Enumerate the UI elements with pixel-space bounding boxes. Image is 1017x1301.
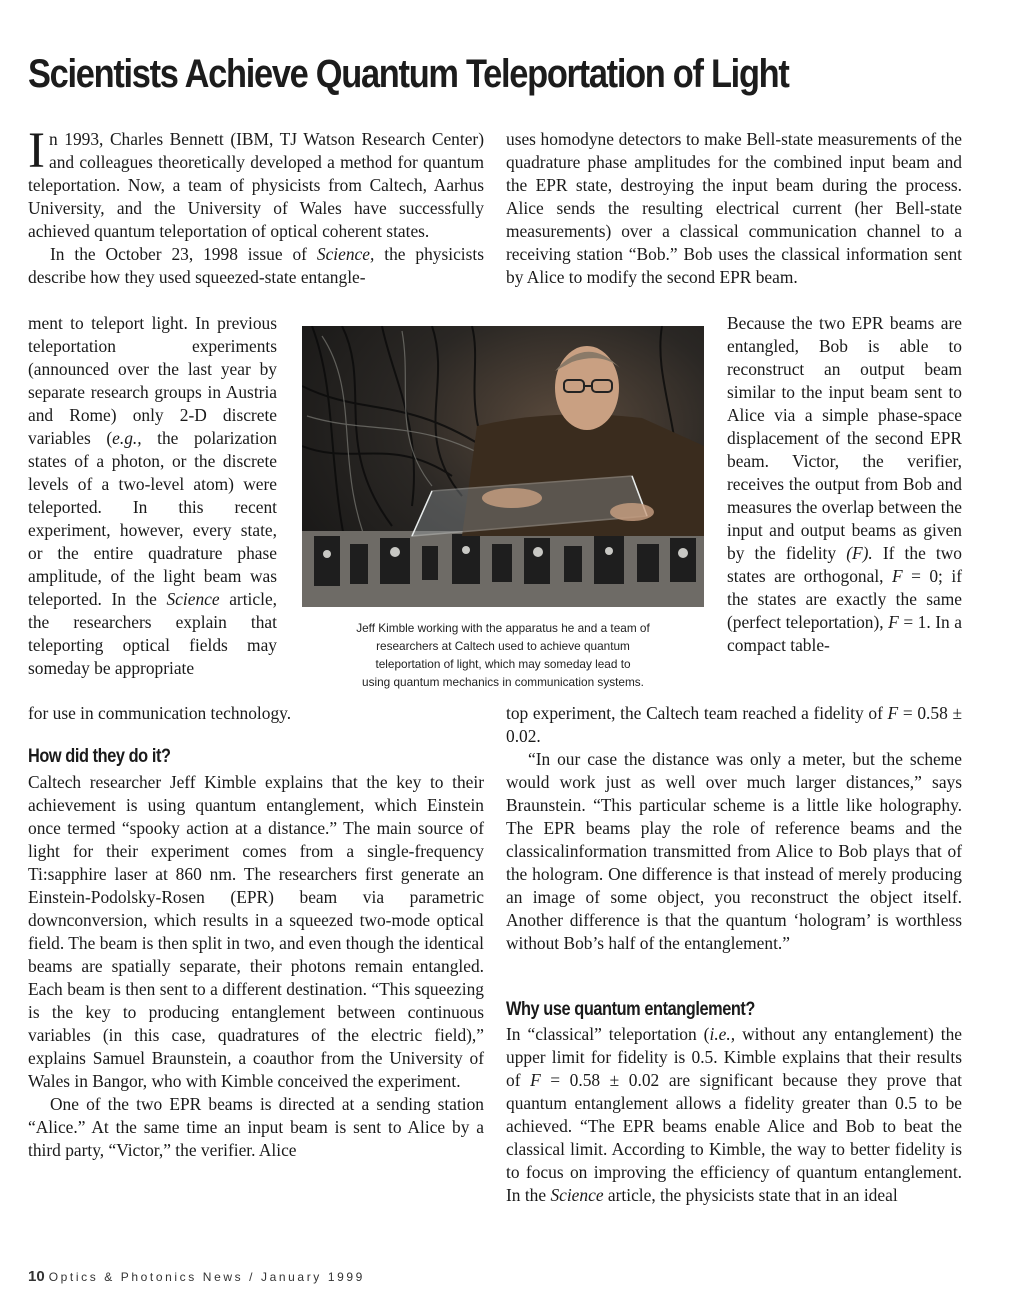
why-text-a: In “classical” teleportation (	[506, 1024, 710, 1044]
why-text-c: = 0.58 ± 0.02 are significant because they prove that quantum entanglement allows a fidelity greater than 0.5 to be achieved. “The EPR beams enable Alice and Bob to beat the classical limit. According to Kimble, the way to better fidelity is to focus on improving the efficiency of quantum entanglement. In the	[506, 1070, 963, 1205]
photo-caption-line-3: teleportation of light, which may someday lead to	[375, 657, 631, 671]
drop-cap: I	[28, 123, 45, 179]
fidelity-f-italic-2: F	[888, 612, 899, 632]
right-top-text	[506, 128, 962, 289]
why-ie-italic: i.e.,	[709, 1024, 736, 1044]
page-footer	[28, 1268, 365, 1285]
how-paragraph-2: One of the two EPR beams is directed at a sending station “Alice.” At the same time an input beam is sent to Alice by a third party, “Victor,” the verifier. Alice	[28, 1094, 484, 1160]
publication-info: Optics & Photonics News / January 1999	[48, 1270, 365, 1284]
page-number: 10	[28, 1268, 45, 1285]
photo-caption	[302, 619, 704, 691]
right-wrap-text-b: If the two states are orthogonal,	[727, 543, 962, 586]
why-paragraph	[506, 1023, 962, 1207]
kimble-lab-photo	[302, 326, 704, 607]
how-text	[28, 771, 484, 1162]
fidelity-symbol-italic: (F).	[846, 543, 873, 563]
intro-text	[28, 123, 485, 289]
right-wrap-text	[727, 312, 962, 657]
intro-eg-italic: e.g.,	[112, 428, 142, 448]
intro-wrap-text-b: the polarization states of a photon, or the discrete levels of a two-level atom) were teleported. In this recent experiment, however, every state, or the entire quadrature phase amplitude, of the light beam was teleported. In the	[28, 428, 277, 609]
why-science-italic: Science	[550, 1185, 604, 1205]
right-wrap-text-d: = 1. In a compact table-	[727, 612, 963, 655]
photo-caption-line-2: researchers at Caltech used to achieve quantum	[376, 639, 630, 653]
fidelity-f-italic-4: F	[530, 1070, 541, 1090]
right-wrap-text-c: = 0; if the states are exactly the same (perfect teleportation),	[727, 566, 962, 632]
intro-paragraph-2-text-b: the physicists describe how they used squeezed-state entangle-	[28, 244, 485, 287]
right-wrap-paragraph	[727, 312, 962, 657]
photo-caption-line-4: using quantum mechanics in communication systems.	[362, 675, 644, 689]
intro-paragraph-2	[28, 243, 484, 289]
fidelity-f-italic-1: F	[891, 566, 903, 586]
why-heading: Why use quantum entanglement?	[506, 999, 755, 1020]
right-wrap-text-a: Because the two EPR beams are entangled, Bob is able to reconstruct an output beam similar to the input beam sent to Alice via a simple phase-space displacement of the second EPR beam. Victor, the verifier, receives the output from Bob and measures the overlap between the input and output beams as given by the fidelity	[727, 313, 962, 563]
fidelity-f-italic-3: F	[887, 703, 899, 723]
right-continued-text-a: top experiment, the Caltech team reached a fidelity of	[506, 703, 888, 723]
intro-wrap-text	[28, 312, 277, 680]
right-continued-text-b: = 0.58 ± 0.02.	[506, 703, 962, 746]
intro-wrap-text-a: ment to teleport light. In previous teleportation experiments (announced over the last year by separate research groups in Austria and Rome) only 2-D discrete variables (	[28, 313, 277, 448]
how-heading: How did they do it?	[28, 746, 171, 767]
lab-apparatus-illustration	[302, 326, 704, 607]
intro-wrap-paragraph	[28, 312, 277, 680]
intro-science-italic: Science,	[316, 244, 375, 264]
photo-caption-line-1: Jeff Kimble working with the apparatus he and a team of	[356, 621, 650, 635]
how-paragraph-1: Caltech researcher Jeff Kimble explains that the key to their achievement is using quantum entanglement, which Einstein once termed “spooky action at a distance.” The main source of light for their experiment comes from a single-frequency Ti:sapphire laser at 860 nm. The researchers first generate an Einstein-Podolsky-Rosen (EPR) beam via parametric downconversion, which results in a squeezed two-mode optical field. The beam is then split in two, and even though the identical beams are spatially separate, their photons remain entangled. Each beam is then sent to a different destination. “This squeezing is the key to producing entanglement between continuous variables (in this case, quadratures of the electric field),” explains Samuel Braunstein, a coauthor from the University of Wales in Bangor, who with Kimble conceived the experiment.	[28, 772, 484, 1091]
intro-science-italic-2: Science	[166, 589, 220, 609]
intro-last-line	[28, 702, 428, 725]
intro-paragraph-1-text: n 1993, Charles Bennett (IBM, TJ Watson Research Center) and colleagues theoretically developed a method for quantum teleportation. Now, a team of physicists from Caltech, Aarhus University, and the University of Wales have successfully achieved quantum teleportation of optical coherent states.	[28, 129, 484, 241]
why-text-d: article, the physicists state that in an ideal	[603, 1185, 898, 1205]
article-title: Scientists Achieve Quantum Teleportation of Light	[28, 52, 789, 96]
intro-last-line-text: for use in communication technology.	[28, 703, 292, 723]
intro-paragraph-1	[28, 123, 484, 243]
right-continued-text	[506, 702, 962, 955]
intro-paragraph-2-text-a: In the October 23, 1998 issue of	[50, 244, 317, 264]
right-top-paragraph: uses homodyne detectors to make Bell-state measurements of the quadrature phase amplitudes for the combined input beam and the EPR state, destroying the input beam during the process. Alice sends the resulting electrical current (her Bell-state measurements) over a classical communication channel to a receiving station “Bob.” Bob uses the classical information sent by Alice to modify the second EPR beam.	[506, 129, 962, 287]
intro-wrap-text-c: article, the researchers explain that teleporting optical fields may someday be appropriate	[28, 589, 278, 678]
why-text	[506, 1023, 962, 1207]
braunstein-quote-paragraph: “In our case the distance was only a meter, but the scheme would work just as well over much larger distances,” says Braunstein. “This particular scheme is a little like holography. The EPR beams play the role of reference beams and the classicalinformation transmitted from Alice to Bob plays that of the hologram. One difference is that instead of merely producing an image of some object, you reconstruct the object itself. Another difference is that the quantum ‘hologram’ is worthless without Bob’s half of the entanglement.”	[506, 749, 962, 953]
right-continued-paragraph	[506, 702, 962, 748]
why-text-b: without any entanglement) the upper limit for fidelity is 0.5. Kimble explains that their results of	[506, 1024, 962, 1090]
